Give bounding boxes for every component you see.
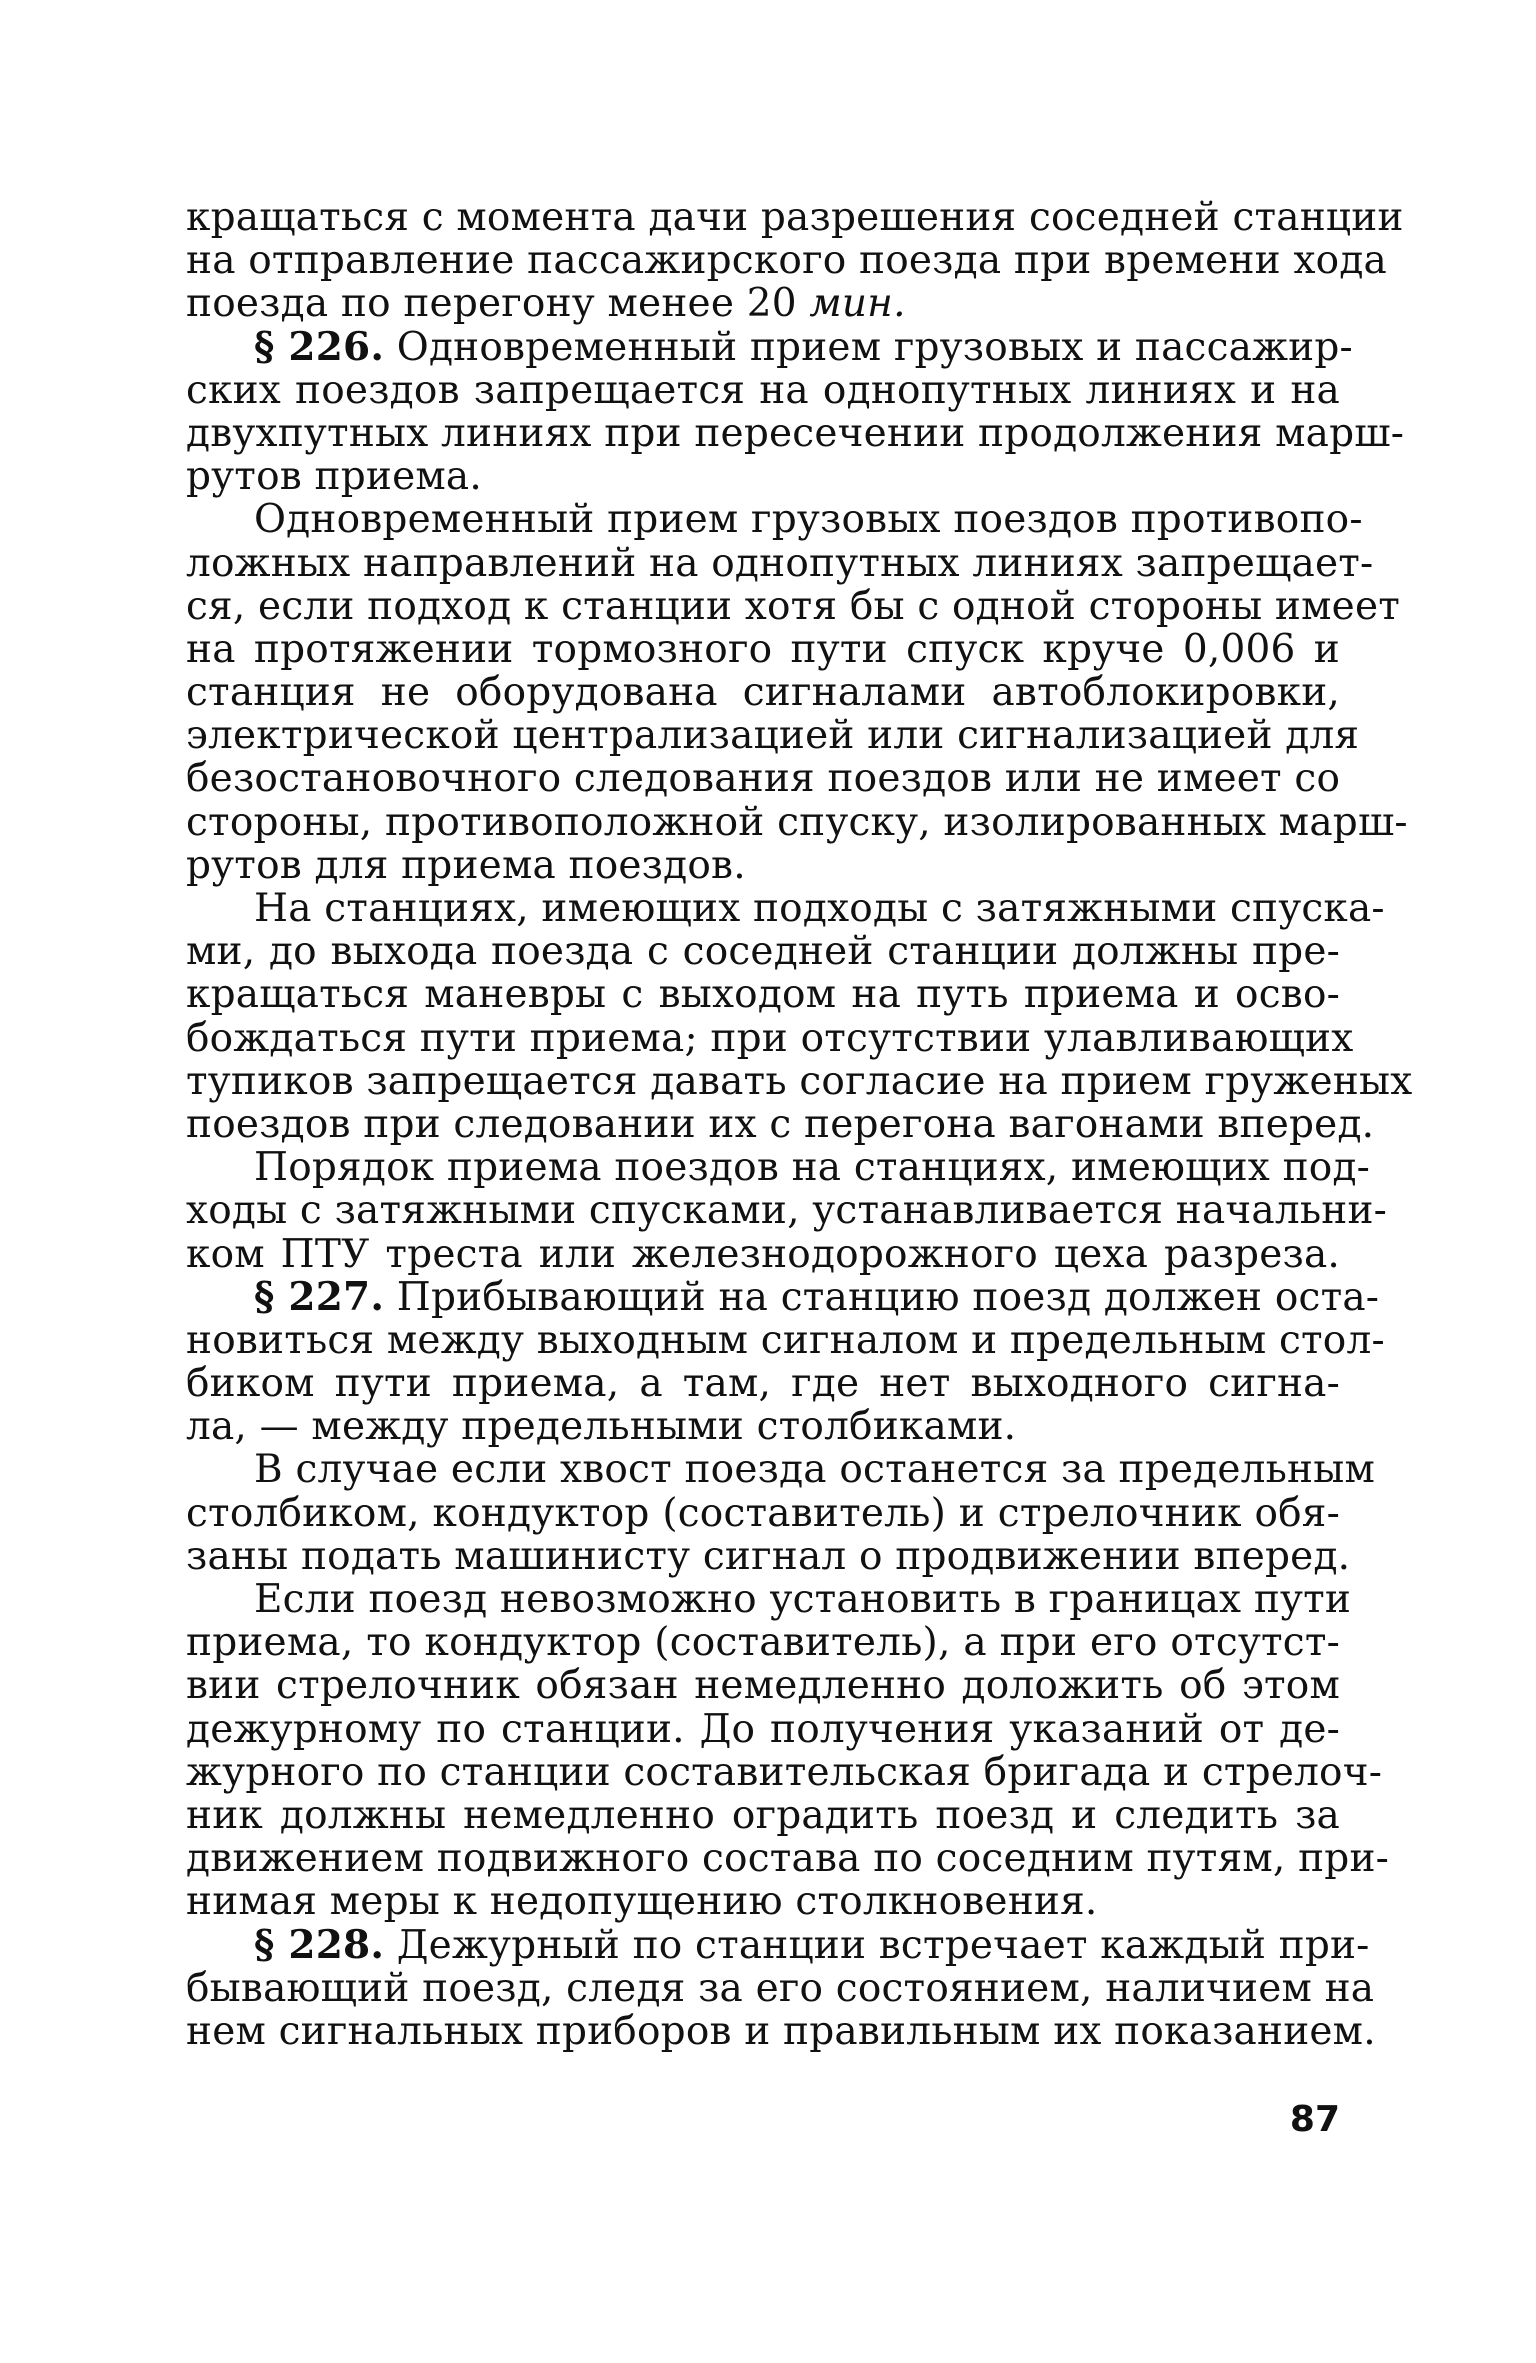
text-line: Одновременный прием грузовых поездов противопо- bbox=[254, 497, 1363, 543]
text-line: ся, если подход к станции хотя бы с одной стороны имеет bbox=[186, 583, 1401, 629]
text-line: поездов при следовании их с перегона вагонами вперед. bbox=[186, 1101, 1375, 1147]
text-line: § 227. Прибывающий на станцию поезд должен оста- bbox=[254, 1273, 1380, 1320]
text-line: стороны, противоположной спуску, изолированных марш- bbox=[186, 799, 1408, 845]
text-line: бождаться пути приема; при отсутствии улавливающих bbox=[186, 1015, 1354, 1061]
body-text bbox=[186, 195, 1413, 2054]
text-line: станция не оборудована сигналами автоблокировки, bbox=[186, 670, 1340, 716]
page-number: 87 bbox=[1289, 2099, 1340, 2140]
text-line: дежурному по станции. До получения указаний от де- bbox=[186, 1706, 1340, 1752]
unit-italic: мин. bbox=[809, 281, 906, 327]
text-line: двухпутных линиях при пересечении продолжения марш- bbox=[186, 410, 1405, 456]
text-line: На станциях, имеющих подходы с затяжными спуска- bbox=[254, 886, 1385, 931]
text-line: ских поездов запрещается на однопутных линиях и на bbox=[186, 367, 1340, 413]
text-line: ходы с затяжными спусками, устанавливается начальни- bbox=[186, 1188, 1388, 1234]
text-line: рутов приема. bbox=[186, 454, 482, 500]
text-line: нимая меры к недопущению столкновения. bbox=[186, 1879, 1098, 1925]
text-line: приема, то кондуктор (составитель), а при его отсутст- bbox=[186, 1620, 1340, 1666]
text-line: Если поезд невозможно установить в границах пути bbox=[254, 1577, 1352, 1622]
text-line: тупиков запрещается давать согласие на прием груженых bbox=[186, 1058, 1413, 1104]
text-line: электрической централизацией или сигнализацией для bbox=[186, 713, 1360, 759]
text-line: вии стрелочник обязан немедленно доложить об этом bbox=[186, 1663, 1340, 1709]
text-line: ми, до выхода поезда с соседней станции должны пре- bbox=[186, 929, 1340, 975]
text-line: ла, — между предельными столбиками. bbox=[186, 1404, 1017, 1450]
text-line: ложных направлений на однопутных линиях запрещает- bbox=[186, 540, 1374, 586]
text-line: кращаться маневры с выходом на путь приема и осво- bbox=[186, 972, 1340, 1018]
text-line: В случае если хвост поезда останется за предельным bbox=[254, 1447, 1376, 1493]
text-line: рутов для приема поездов. bbox=[186, 842, 746, 888]
text-line: поезда по перегону менее 20 мин. bbox=[186, 281, 906, 327]
text-line: движением подвижного состава по соседним путям, при- bbox=[186, 1836, 1390, 1882]
text-line: нем сигнальных приборов и правильным их показанием. bbox=[186, 2008, 1376, 2054]
text-line: ник должны немедленно оградить поезд и следить за bbox=[186, 1792, 1340, 1838]
text-line: бывающий поезд, следя за его состоянием, наличием на bbox=[186, 1965, 1375, 2011]
text-line: на отправление пассажирского поезда при времени хода bbox=[186, 238, 1387, 284]
section-number: § 228. bbox=[254, 1921, 385, 1968]
text-line: § 226. Одновременный прием грузовых и пассажир- bbox=[254, 323, 1353, 370]
text-line: ком ПТУ треста или железнодорожного цеха разреза. bbox=[186, 1231, 1340, 1277]
text-line: столбиком, кондуктор (составитель) и стрелочник обя- bbox=[186, 1490, 1340, 1536]
text-line: журного по станции составительская бригада и стрелоч- bbox=[186, 1749, 1383, 1795]
section-number: § 226. bbox=[254, 323, 385, 370]
text-line: заны подать машинисту сигнал о продвижении вперед. bbox=[186, 1533, 1351, 1579]
text-line: § 228. Дежурный по станции встречает каждый при- bbox=[254, 1921, 1370, 1968]
text-line: безостановочного следования поездов или не имеет со bbox=[186, 756, 1341, 802]
text-line: Порядок приема поездов на станциях, имеющих под- bbox=[254, 1145, 1371, 1191]
text-line: новиться между выходным сигналом и предельным стол- bbox=[186, 1317, 1385, 1363]
section-number: § 227. bbox=[254, 1273, 385, 1320]
text-line: на протяжении тормозного пути спуск круче 0,006 и bbox=[186, 626, 1340, 672]
text-line: кращаться с момента дачи разрешения соседней станции bbox=[186, 195, 1404, 240]
text-line: биком пути приема, а там, где нет выходного сигна- bbox=[186, 1361, 1340, 1407]
